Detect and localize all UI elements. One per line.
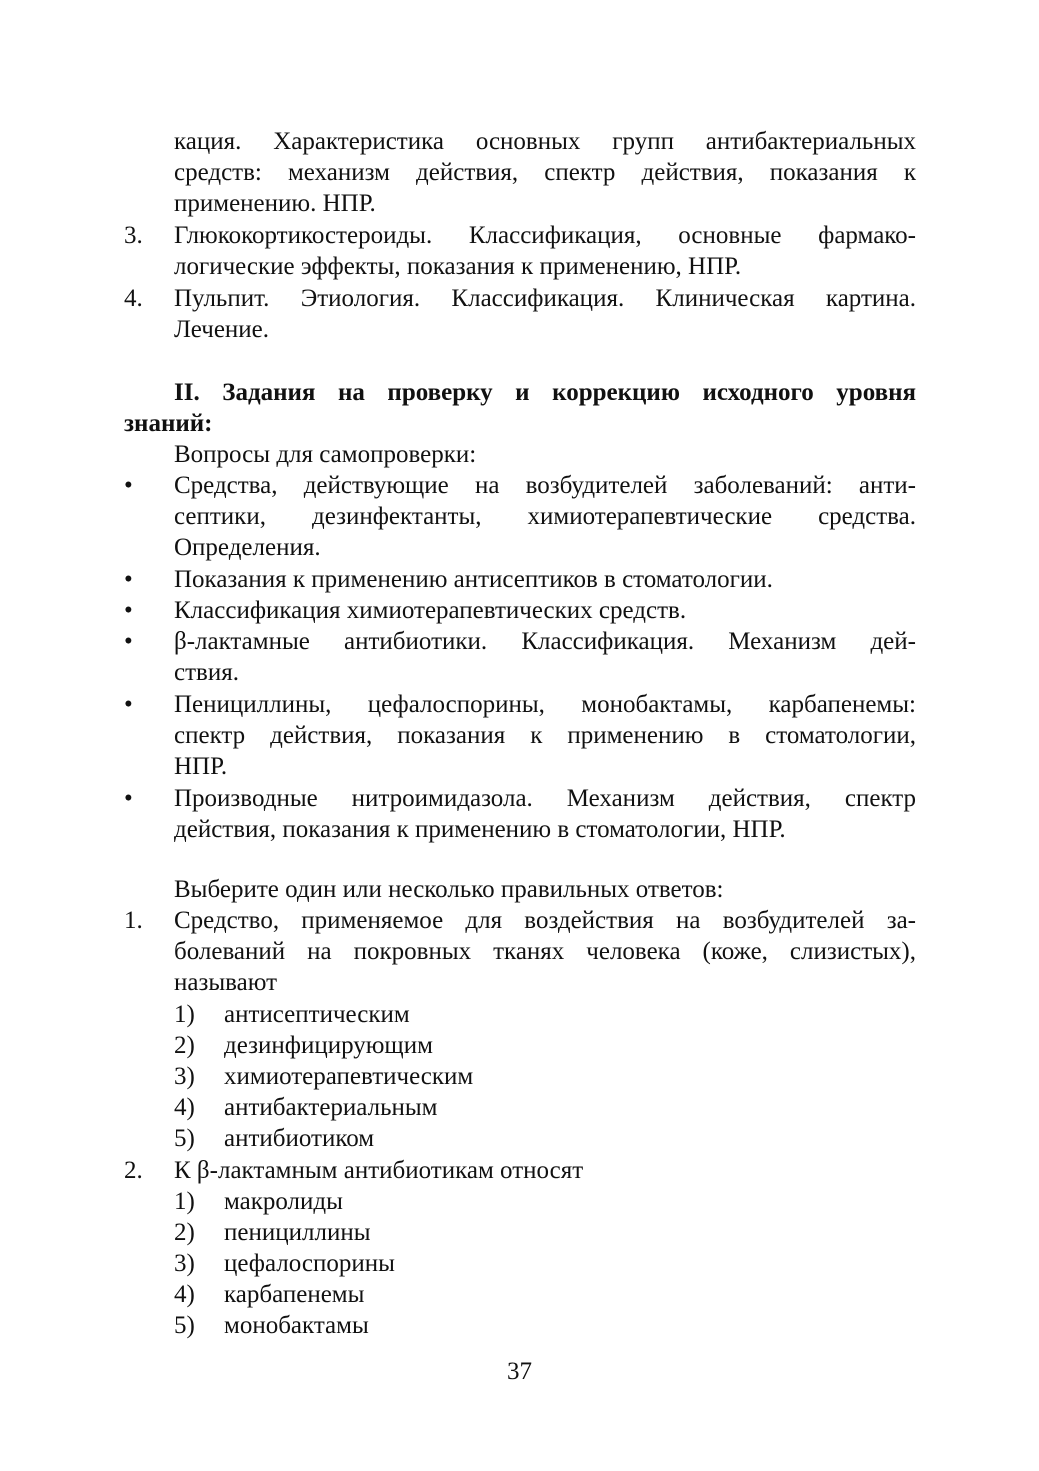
text-line: Пульпит. Этиология. Классификация. Клиническая картина. bbox=[174, 285, 916, 312]
list-number: 3. bbox=[124, 222, 143, 249]
bullet-item bbox=[124, 783, 916, 845]
bullet-marker: • bbox=[124, 691, 133, 718]
bullet-item bbox=[124, 595, 916, 626]
section-heading bbox=[124, 377, 916, 439]
bullet-marker: • bbox=[124, 566, 133, 593]
text-line: Производные нитроимидазола. Механизм действия, спектр bbox=[174, 785, 916, 812]
option-number: 4) bbox=[174, 1281, 195, 1308]
text-line: ствия. bbox=[174, 659, 239, 686]
text-line: Показания к применению антисептиков в стоматологии. bbox=[174, 566, 773, 593]
question-number: 1. bbox=[124, 907, 143, 934]
option-text: антибактериальным bbox=[224, 1094, 438, 1121]
topic-continuation bbox=[124, 126, 916, 219]
text-line: спектр действия, показания к применению в стоматологии, bbox=[174, 722, 916, 749]
text-line: применению. НПР. bbox=[174, 190, 376, 217]
bullet-item bbox=[124, 470, 916, 563]
topic-item-3 bbox=[124, 220, 916, 282]
option-text: карбапенемы bbox=[224, 1281, 365, 1308]
question-1 bbox=[124, 905, 916, 998]
test-intro: Выберите один или несколько правильных ответов: bbox=[174, 876, 724, 903]
text-line: называют bbox=[174, 969, 277, 996]
option-number: 2) bbox=[174, 1219, 195, 1246]
option-text: химиотерапевтическим bbox=[224, 1063, 474, 1090]
bullet-marker: • bbox=[124, 472, 133, 499]
heading-line: знаний: bbox=[124, 410, 213, 437]
text-line: логические эффекты, показания к применению, НПР. bbox=[174, 253, 742, 280]
bullet-item bbox=[124, 564, 916, 595]
option-text: антибиотиком bbox=[224, 1125, 375, 1152]
text-line: Классификация химиотерапевтических средств. bbox=[174, 597, 687, 624]
option-text: цефалоспорины bbox=[224, 1250, 395, 1277]
question-2 bbox=[124, 1155, 916, 1186]
page-number: 37 bbox=[507, 1358, 532, 1385]
option-number: 5) bbox=[174, 1125, 195, 1152]
text-line: действия, показания к применению в стоматологии, НПР. bbox=[174, 816, 786, 843]
option-text: антисептическим bbox=[224, 1001, 410, 1028]
text-line: средств: механизм действия, спектр действия, показания к bbox=[174, 159, 916, 186]
text-line: НПР. bbox=[174, 753, 228, 780]
bullet-item bbox=[124, 626, 916, 688]
option-number: 3) bbox=[174, 1063, 195, 1090]
option-number: 5) bbox=[174, 1312, 195, 1339]
bullet-item bbox=[124, 689, 916, 782]
text-line: болеваний на покровных тканях человека (коже, слизистых), bbox=[174, 938, 916, 965]
bullet-marker: • bbox=[124, 785, 133, 812]
option-text: макролиды bbox=[224, 1188, 343, 1215]
text-line: кация. Характеристика основных групп антибактериальных bbox=[174, 128, 916, 155]
bullet-marker: • bbox=[124, 628, 133, 655]
option-number: 1) bbox=[174, 1001, 195, 1028]
option-text: дезинфицирующим bbox=[224, 1032, 433, 1059]
option-number: 3) bbox=[174, 1250, 195, 1277]
option-number: 4) bbox=[174, 1094, 195, 1121]
topic-item-4 bbox=[124, 283, 916, 345]
heading-line: II. Задания на проверку и коррекцию исходного уровня bbox=[174, 379, 916, 406]
list-number: 4. bbox=[124, 285, 143, 312]
option-text: пенициллины bbox=[224, 1219, 371, 1246]
question-number: 2. bbox=[124, 1157, 143, 1184]
text-line: Определения. bbox=[174, 534, 321, 561]
text-line: Средство, применяемое для воздействия на возбудителей за- bbox=[174, 907, 916, 934]
text-line: Средства, действующие на возбудителей заболеваний: анти- bbox=[174, 472, 916, 499]
text-line: К β-лактамным антибиотикам относят bbox=[174, 1157, 584, 1184]
self-check-intro: Вопросы для самопроверки: bbox=[174, 441, 477, 468]
option-text: монобактамы bbox=[224, 1312, 369, 1339]
text-line: Пенициллины, цефалоспорины, монобактамы, карбапенемы: bbox=[174, 691, 916, 718]
text-line: Глюкокортикостероиды. Классификация, основные фармако- bbox=[174, 222, 916, 249]
text-line: Лечение. bbox=[174, 316, 270, 343]
option-number: 1) bbox=[174, 1188, 195, 1215]
option-number: 2) bbox=[174, 1032, 195, 1059]
text-line: β-лактамные антибиотики. Классификация. Механизм дей- bbox=[174, 628, 916, 655]
text-line: септики, дезинфектанты, химиотерапевтические средства. bbox=[174, 503, 916, 530]
bullet-marker: • bbox=[124, 597, 133, 624]
